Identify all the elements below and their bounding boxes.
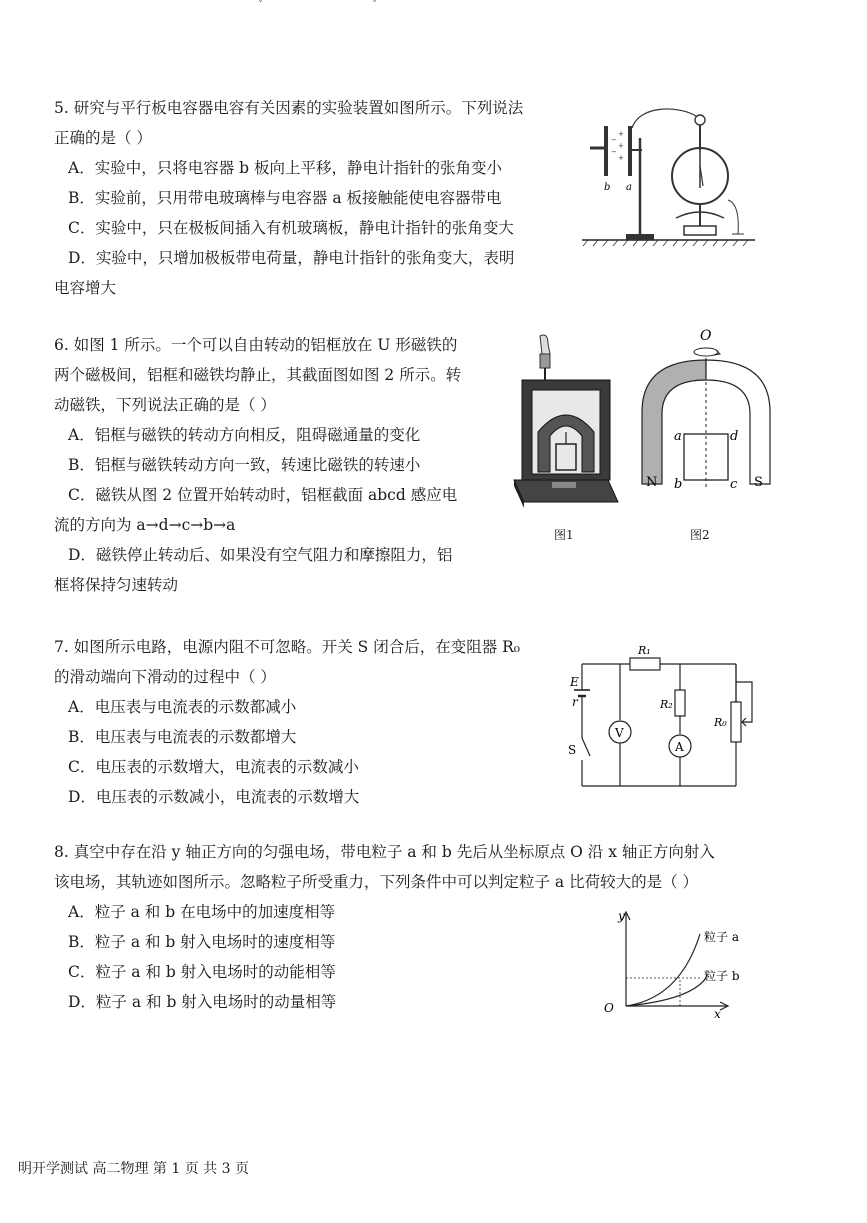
q8-option-a: A．粒子 a 和 b 在电场中的加速度相等 — [68, 903, 336, 921]
q5-option-b: B．实验前，只用带电玻璃棒与电容器 a 板接触能使电容器带电 — [68, 189, 502, 207]
svg-text:+: + — [618, 142, 624, 150]
q8-stem-line1: 8. 真空中存在沿 y 轴正方向的匀强电场，带电粒子 a 和 b 先后从坐标原点 O 沿 x 轴正方向射入 — [54, 843, 715, 861]
q6-corner-c-label: c — [730, 477, 738, 492]
q8-y-axis-label: y — [618, 909, 625, 923]
svg-text:−: − — [611, 136, 617, 144]
q6-figure-1-apparatus — [512, 332, 622, 514]
q6-option-b: B．铝框与磁铁转动方向一致，转速比磁铁的转速小 — [68, 456, 421, 474]
q7-option-b: B．电压表与电流表的示数都增大 — [68, 728, 297, 746]
question-7 — [54, 632, 577, 812]
q6-figure-2-cross-section — [630, 322, 780, 494]
q7-option-d: D．电压表的示数减小，电流表的示数增大 — [68, 788, 360, 806]
q6-corner-d-label: d — [730, 429, 739, 444]
q8-trajectory-figure — [600, 908, 770, 1018]
q8-option-c: C．粒子 a 和 b 射入电场时的动能相等 — [68, 963, 336, 981]
question-6 — [54, 330, 514, 600]
svg-text:−: − — [611, 148, 617, 156]
q7-voltmeter-symbol: V — [615, 726, 624, 740]
q7-r1-label: R₁ — [638, 644, 651, 657]
q5-plate-b-label: b — [604, 182, 611, 193]
q6-option-c: C．磁铁从图 2 位置开始转动时，铝框截面 abcd 感应电 — [68, 486, 458, 504]
q5-option-c: C．实验中，只在极板间插入有机玻璃板，静电计指针的张角变大 — [68, 219, 514, 237]
q8-particle-b-label: 粒子 b — [704, 969, 740, 983]
q8-option-d: D．粒子 a 和 b 射入电场时的动量相等 — [68, 993, 337, 1011]
q7-r0-label: R₀ — [714, 716, 727, 729]
q7-ammeter-symbol: A — [675, 740, 684, 754]
q6-figure-1-caption: 图1 — [554, 528, 574, 542]
q6-figure-2-caption: 图2 — [690, 528, 710, 542]
q7-stem-line1: 7. 如图所示电路，电源内阻不可忽略。开关 S 闭合后，在变阻器 R₀ — [54, 638, 521, 656]
q7-switch-label: S — [568, 743, 577, 757]
q5-stem-line2: 正确的是（ ） — [54, 129, 152, 147]
q7-option-a: A．电压表与电流表的示数都减小 — [68, 698, 297, 716]
q7-circuit-figure — [560, 642, 760, 792]
q6-stem-line3: 动磁铁，下列说法正确的是（ ） — [54, 396, 276, 414]
q6-option-c-continued: 流的方向为 a→d→c→b→a — [54, 516, 236, 534]
scan-mark: ˄ — [372, 0, 377, 11]
svg-text:+: + — [618, 154, 624, 162]
q6-option-d-continued: 框将保持匀速转动 — [54, 576, 179, 594]
svg-text:+: + — [618, 130, 624, 138]
q5-option-d: D．实验中，只增加极板带电荷量，静电计指针的张角变大，表明 — [68, 249, 515, 267]
q8-particle-a-label: 粒子 a — [704, 930, 739, 944]
q6-pole-s-label: S — [754, 475, 763, 490]
q8-origin-label: O — [604, 1001, 614, 1015]
q8-option-b: B．粒子 a 和 b 射入电场时的速度相等 — [68, 933, 336, 951]
page-footer: 明开学测试 高二物理 第 1 页 共 3 页 — [18, 1161, 249, 1177]
q5-stem-line1: 5. 研究与平行板电容器电容有关因素的实验装置如图所示。下列说法 — [54, 99, 524, 117]
q7-stem-line2: 的滑动端向下滑动的过程中（ ） — [54, 668, 276, 686]
q7-emf-label: E — [570, 675, 579, 689]
q7-internal-r-label: r — [572, 695, 578, 709]
q8-x-axis-label: x — [714, 1007, 721, 1018]
q7-option-c: C．电压表的示数增大，电流表的示数减小 — [68, 758, 359, 776]
q6-corner-a-label: a — [674, 429, 682, 444]
q7-r2-label: R₂ — [660, 698, 673, 711]
q6-corner-b-label: b — [674, 477, 683, 492]
scan-mark: ˅ — [258, 0, 263, 11]
q5-capacitor-figure — [580, 108, 760, 253]
question-5 — [54, 93, 574, 303]
q8-stem-line2: 该电场，其轨迹如图所示。忽略粒子所受重力，下列条件中可以判定粒子 a 比荷较大的是（ ） — [54, 873, 699, 891]
q6-stem-line2: 两个磁极间，铝框和磁铁均静止，其截面图如图 2 所示。转 — [54, 366, 462, 384]
q5-option-d-continued: 电容增大 — [54, 279, 117, 297]
q5-plate-a-label: a — [626, 182, 632, 193]
q6-option-a: A．铝框与磁铁的转动方向相反，阻碍磁通量的变化 — [68, 426, 421, 444]
q6-axis-o-label: O — [700, 328, 712, 344]
q6-pole-n-label: N — [646, 475, 658, 490]
q6-stem-line1: 6. 如图 1 所示。一个可以自由转动的铝框放在 U 形磁铁的 — [54, 336, 458, 354]
q5-option-a: A．实验中，只将电容器 b 板向上平移，静电计指针的张角变小 — [68, 159, 502, 177]
q6-option-d: D．磁铁停止转动后、如果没有空气阻力和摩擦阻力，铝 — [68, 546, 453, 564]
